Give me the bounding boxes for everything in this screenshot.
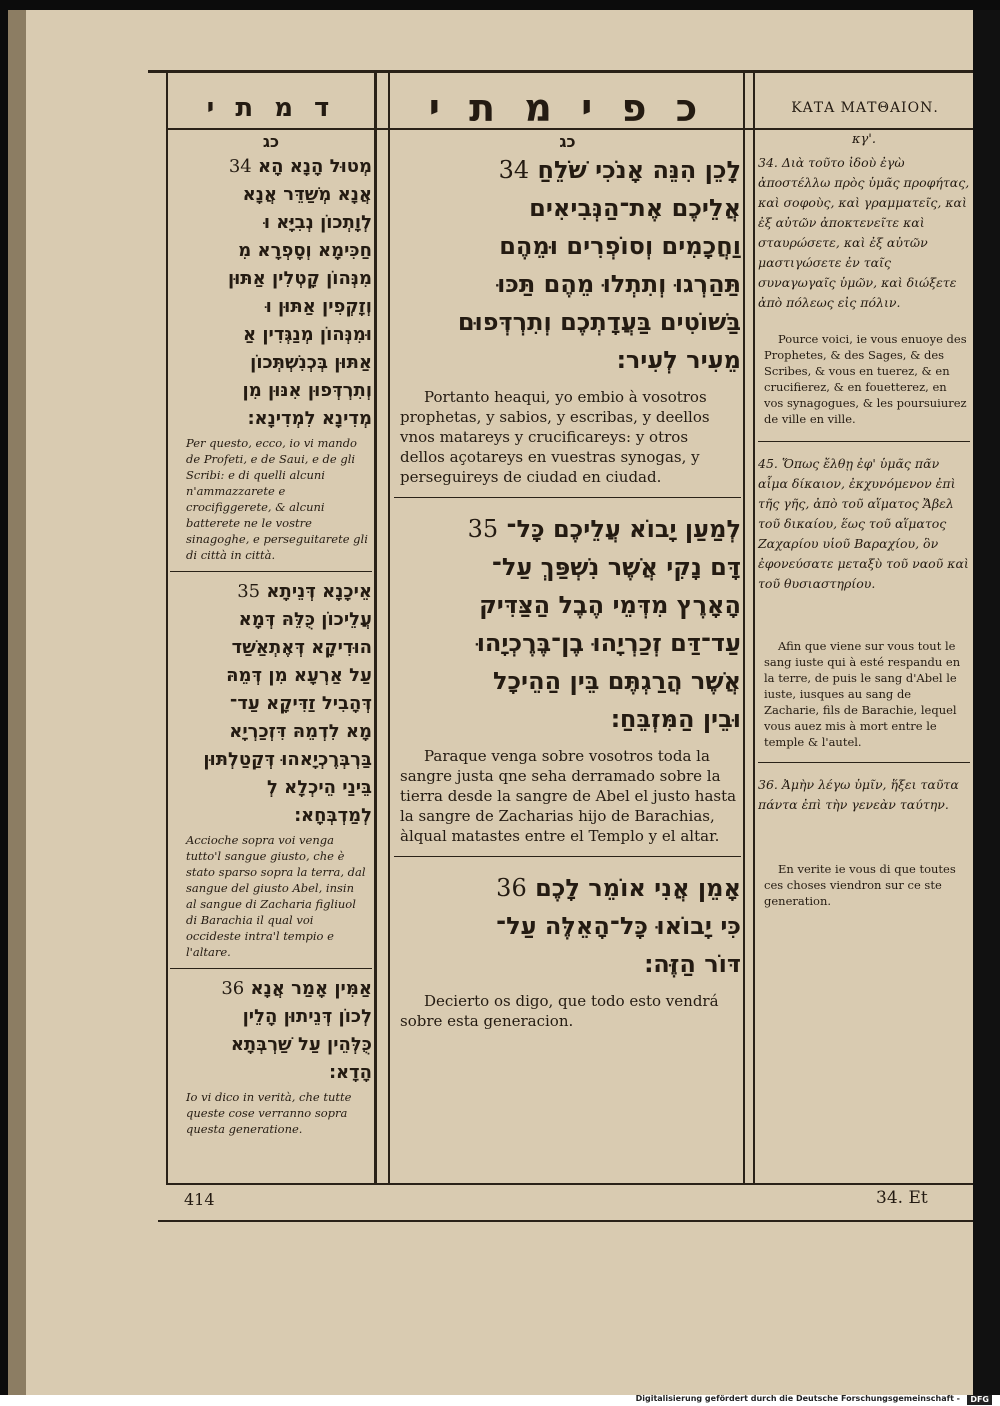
verse-line: אֵיכָנָא דְּנֵיתָא 35 bbox=[237, 581, 372, 602]
french-verse-34: Pource voici, ie vous enuoye des Prophetes, & des Sages, & des Scribes, & vous en tuerez, & en crucifierez, & en fouetterez, en vos synagogues, & les poursuiurez de ville en ville. bbox=[764, 332, 967, 426]
verse-line: בַּשׁוֹטִים בַּעֲדָתְכֶם וְתִרְדְּפוּם bbox=[457, 308, 741, 336]
verse-line: כֻּלְּהֵין עַל שַׁרְבְּתָא bbox=[230, 1034, 372, 1055]
hebrew-verse-34 bbox=[394, 151, 741, 379]
verse-separator bbox=[758, 441, 970, 442]
verse-line: וּבֵין הַמִּזְבֵּחַ׃ bbox=[610, 705, 741, 733]
page-gutter-shadow bbox=[8, 10, 26, 1395]
verse-line: מְטוּל הָנָא הָא 34 bbox=[228, 156, 372, 177]
verse-line: לְוָתְכוֹן נְבִיָּא וּ bbox=[263, 212, 372, 233]
spanish-verse-34: Portanto heaqui, yo embio à vosotros prophetas, y sabios, y escribas, y deellos vnos matareys y crucificareys: y otros dellos açotareys en vuestras synogas, y perseguireys de ciudad en ciudad. bbox=[400, 388, 710, 486]
verse-line: אָמֵן אֲנִי אוֹמֵר לָכֶם 36 bbox=[496, 874, 741, 902]
verse-line: עַד־דַּם זְכַרְיָהוּ בֶן־בֶּרֶכְיָהוּ bbox=[476, 629, 741, 657]
italian-verse-35: Accioche sopra voi venga tutto'l sangue giusto, che è stato sparso sopra la terra, dal sangue del giusto Abel, insin al sangue di Zacharia figliuol di Barachia il qual voi occideste intra'l tempio e l'altare. bbox=[186, 833, 366, 959]
verse-number: 36 bbox=[496, 874, 527, 902]
aramaic-column bbox=[170, 132, 372, 1180]
bottom-rule bbox=[166, 1183, 973, 1185]
chapter-number-aramaic: כג bbox=[262, 132, 280, 151]
verse-line: מֵעִיר לְעִיר׃ bbox=[616, 346, 741, 374]
verse-line: מִנְּהוֹן קָטְלִין אַתּוּן bbox=[227, 268, 372, 289]
scan-background-edge bbox=[973, 10, 1000, 1395]
verse-line: הָאָרֶץ מִדְּמֵי הֶבֶל הַצַּדִּיק bbox=[479, 591, 741, 619]
hebrew-column bbox=[394, 132, 741, 1180]
french-verse-36: En verite ie vous di que toutes ces choses viendron sur ce ste generation. bbox=[764, 862, 956, 908]
footer-rule bbox=[158, 1220, 973, 1222]
verse-separator bbox=[170, 571, 372, 572]
header-top-rule bbox=[148, 70, 973, 73]
verse-line: עֲלֵיכוֹן כֻּלֵּהּ דְּמָא bbox=[238, 609, 372, 630]
verse-line: דָּם נָקִי אֲשֶׁר נִשְׁפַּךְ עַל־ bbox=[491, 553, 741, 581]
verse-line: עַל אַרְעָא מִן דְּמֵהּ bbox=[226, 665, 372, 686]
hebrew-verse-35 bbox=[394, 510, 741, 738]
spanish-verse-36: Decierto os digo, que todo esto vendrá sobre esta generacion. bbox=[400, 992, 719, 1030]
dfg-logo: DFG bbox=[967, 1395, 992, 1405]
verse-line: לְמַדְבְּחָא׃ bbox=[294, 805, 372, 826]
header-aramaic: ד מ ת י bbox=[206, 92, 336, 123]
book-page bbox=[8, 10, 973, 1395]
verse-line: וַחֲכָמִים וְסוֹפְרִים וּמֵהֶם bbox=[499, 232, 741, 260]
verse-line: מְדִינָא לִמְדִינָא׃ bbox=[247, 408, 372, 429]
verse-line: וּמִנְּהוֹן מְנַגְּדִין אַ bbox=[242, 324, 372, 345]
left-column-rule bbox=[166, 72, 168, 1185]
verse-separator bbox=[394, 497, 741, 498]
greek-verse-36: 36. Ἀμὴν λέγω ὑμῖν, ἥξει ταῦτα πάντα ἐπὶ τὴν γενεὰν ταύτην. bbox=[758, 777, 959, 812]
divider-rule-4 bbox=[753, 72, 755, 1185]
verse-number: 35 bbox=[237, 581, 261, 602]
divider-rule-2 bbox=[388, 72, 390, 1185]
header-greek: ΚΑΤΑ ΜΑΤΘΑΙΟΝ. bbox=[791, 99, 939, 116]
italian-verse-36: Io vi dico in verità, che tutte queste cose verranno sopra questa generatione. bbox=[186, 1090, 352, 1136]
greek-column bbox=[758, 132, 970, 1180]
verse-line: לָכֵן הִנֵּה אָנֹכִי שֹׁלֵחַ 34 bbox=[498, 156, 741, 184]
verse-line: בֵּינַי הֵיכְלָא לְ bbox=[266, 777, 372, 798]
verse-line: וְתִרְדְּפוּן אִנּוּן מִן bbox=[242, 380, 372, 401]
verse-number: 34 bbox=[228, 156, 252, 177]
verse-line: מָא לִדְמֵהּ דִּזְכַרְיָא bbox=[229, 721, 372, 742]
verse-line: חַכִּימָא וְסָפְרָא מִ bbox=[238, 240, 372, 261]
verse-line: תַּהַרְגוּ וְתִתְלוּ מֵהֶם תַּכּוּ bbox=[497, 270, 741, 298]
aramaic-verse-34 bbox=[170, 153, 372, 433]
verse-line: אֲלֵיכֶם אֶת־הַנְּבִיאִים bbox=[529, 194, 741, 222]
verse-number: 34 bbox=[498, 156, 530, 184]
hebrew-verse-36 bbox=[394, 869, 741, 983]
aramaic-verse-36 bbox=[170, 975, 372, 1087]
digitization-footer bbox=[0, 1395, 1000, 1406]
divider-rule-3 bbox=[743, 72, 745, 1185]
verse-line: וְזָקְפִין אַתּוּן וּ bbox=[265, 296, 372, 317]
french-verse-35: Afin que viene sur vous tout le sang iuste qui à esté respandu en la terre, de puis le sang d'Abel le iuste, iusques au sang de Zacharie, fils de Barachie, lequel vous auez mis à mort entre le temple & l'autel. bbox=[764, 639, 961, 749]
verse-line: הָדָא׃ bbox=[329, 1062, 372, 1083]
verse-line: אַמִּין אָמַר אֲנָא 36 bbox=[221, 978, 372, 999]
chapter-number-greek: κγ'. bbox=[851, 132, 876, 147]
verse-line: כִּי יָבוֹאוּ כָּל־הָאֵלֶּה עַל־ bbox=[496, 912, 741, 940]
divider-rule-1 bbox=[374, 72, 377, 1185]
spanish-verse-35: Paraque venga sobre vosotros toda la sangre justa qne seha derramado sobre la tierra desde la sangre de Abel el justo hasta la sangre de Zacharias hijo de Barachias, àlqual matastes entre el Templo y el altar. bbox=[400, 747, 737, 845]
greek-verse-34: 34. Διὰ τοῦτο ἰδοὺ ἐγὼ ἀποστέλλω πρὸς ὑμᾶς προφήτας, καὶ σοφοὺς, καὶ γραμματεῖς, καὶ ἐξ αὐτῶν ἀποκτενεῖτε καὶ σταυρώσετε, καὶ ἐξ αὐτῶν μαστιγώσετε ἐν ταῖς συναγωγαῖς ὑμῶν, καὶ διώξετε ἀπὸ πόλεως εἰς πόλιν. bbox=[758, 155, 970, 310]
funding-notice: Digitalisierung gefördert durch die Deutsche Forschungsgemeinschaft - bbox=[635, 1394, 960, 1403]
verse-line: דּוֹר הַזֶּה׃ bbox=[644, 950, 741, 978]
verse-line: אֲנָא מְשַׁדֵּר אֲנָא bbox=[242, 184, 372, 205]
verse-separator bbox=[758, 762, 970, 763]
verse-number: 36 bbox=[221, 978, 245, 999]
verse-separator bbox=[170, 968, 372, 969]
catchword: 34. Et bbox=[876, 1188, 928, 1208]
page-number: 414 bbox=[184, 1190, 215, 1209]
verse-separator bbox=[394, 856, 741, 857]
italian-verse-34: Per questo, ecco, io vi mando de Profeti, e de Saui, e de gli Scribi: e di quelli alcuni n'ammazzarete e crocifiggerete, & alcuni batterete ne le vostre sinagoghe, e perseguitarete gli di città in città. bbox=[186, 436, 368, 562]
verse-line: אַתּוּן בְּכְנִשְׁתְּכוֹן bbox=[250, 352, 372, 373]
verse-line: לְמַעַן יָבוֹא עֲלֵיכֶם כָּל־ 35 bbox=[467, 515, 741, 543]
chapter-number-hebrew: כג bbox=[559, 132, 576, 151]
verse-line: אֲשֶׁר הֲרַגְתֶּם בֵּין הַהֵיכָל bbox=[492, 667, 741, 695]
verse-line: דְּהָבִיל זַדִּיקָא עַד־ bbox=[229, 693, 372, 714]
verse-number: 35 bbox=[467, 515, 499, 543]
verse-line: לְכוֹן דְּנֵיתוּן הָלֵין bbox=[242, 1006, 372, 1027]
verse-line: בַּרְבְּרֶכְיָאהוּ דְּקַטַלְתּוּן bbox=[203, 749, 372, 770]
header-hebrew: כ פ י מ ת י bbox=[428, 85, 706, 130]
verse-line: הוּדִיקָא דְּאֶתְאַשַׁד bbox=[231, 637, 372, 658]
aramaic-verse-35 bbox=[170, 578, 372, 830]
greek-verse-35: 45. Ὅπως ἔλθῃ ἐφ' ὑμᾶς πᾶν αἷμα δίκαιον, ἐκχυνόμενον ἐπὶ τῆς γῆς, ἀπὸ τοῦ αἵματος Ἄβελ τοῦ δικαίου, ἕως τοῦ αἵματος Ζαχαρίου υἱοῦ Βαραχίου, ὃν ἐφονεύσατε μεταξὺ τοῦ ναοῦ καὶ τοῦ θυσιαστηρίου. bbox=[758, 456, 969, 591]
